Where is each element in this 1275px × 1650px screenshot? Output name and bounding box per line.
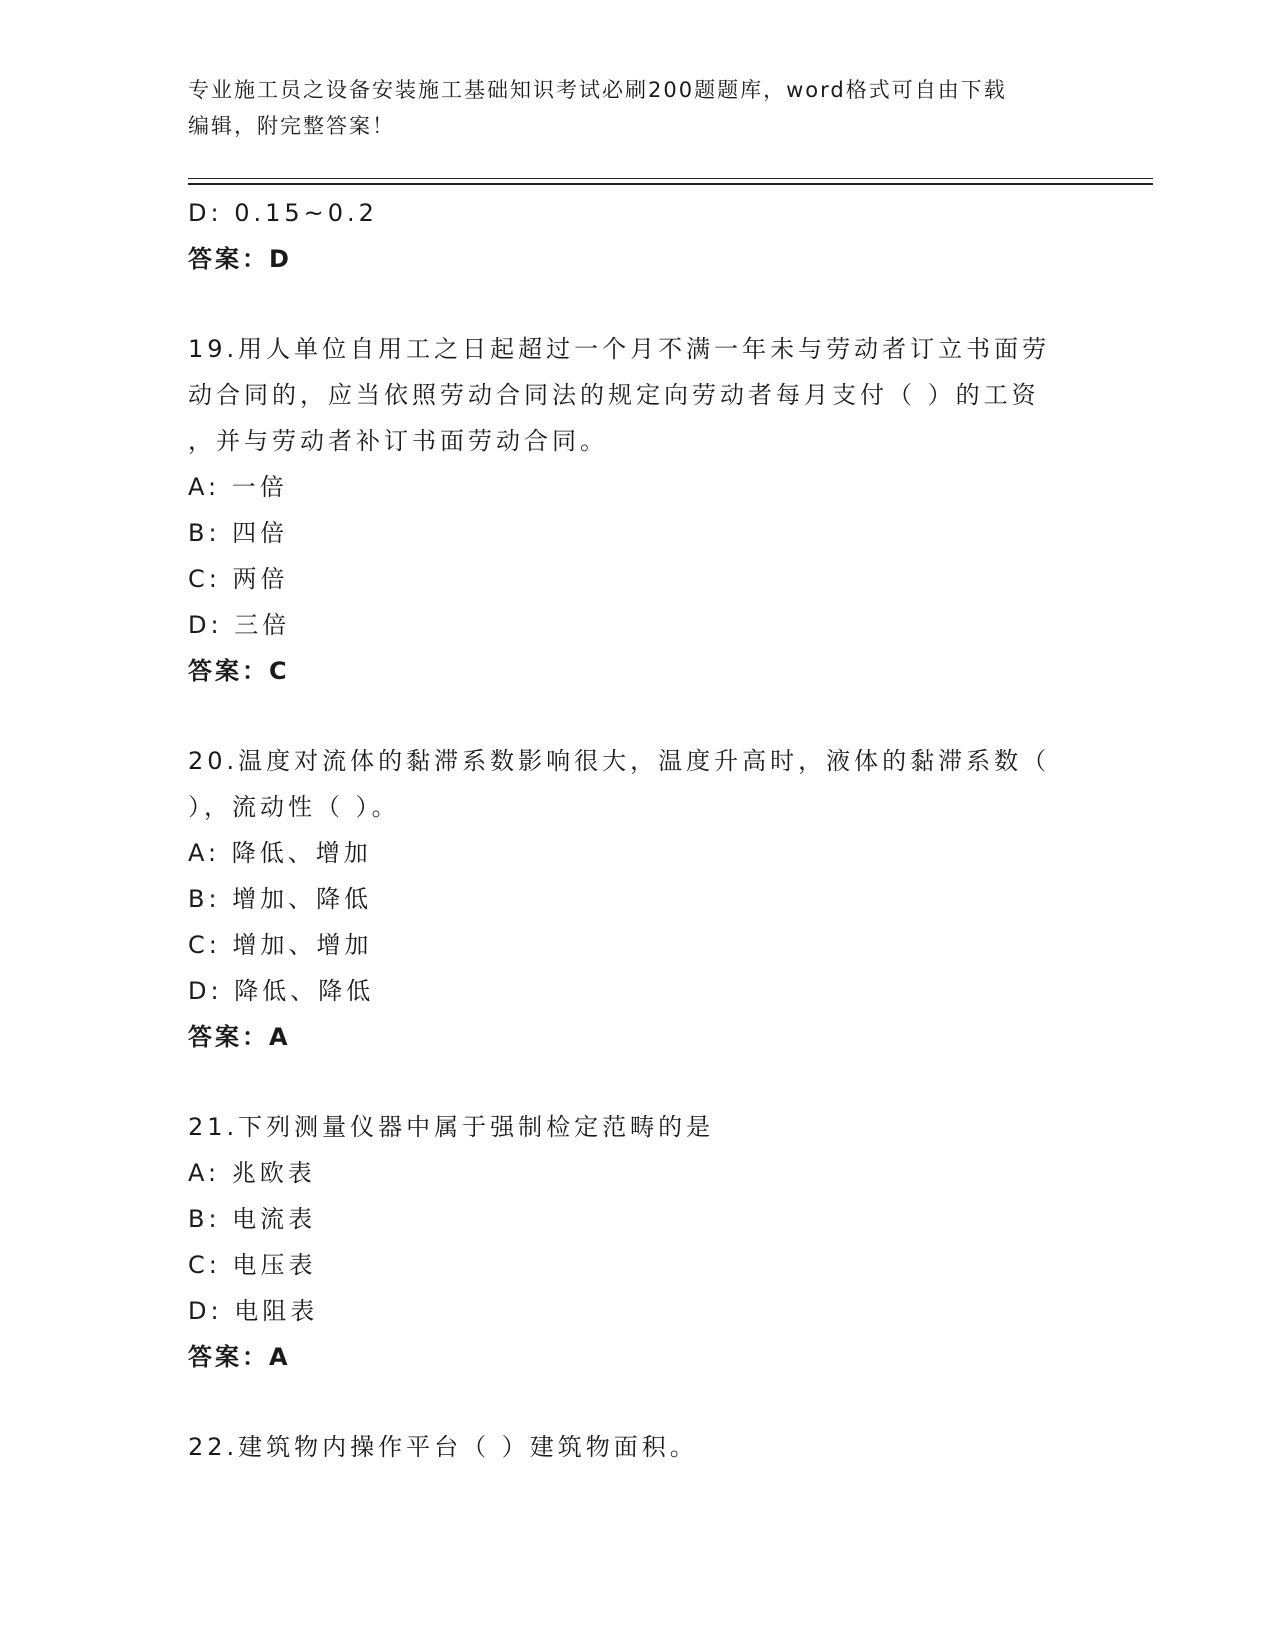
answer: 答案：A: [188, 1343, 291, 1371]
question-text-line: ），流动性（ ）。: [188, 793, 400, 821]
question-text-line: 动合同的，应当依照劳动合同法的规定向劳动者每月支付（ ）的工资: [188, 381, 1040, 409]
option-d: D: 电阻表: [188, 1297, 319, 1325]
header-line-2: 编辑，附完整答案！: [188, 114, 395, 138]
question-text: [188, 1424, 1088, 1470]
page-header: [188, 72, 1078, 144]
header-rule-thick: [188, 183, 1153, 185]
answer: 答案：C: [188, 657, 290, 685]
option-a: A: 一倍: [188, 473, 288, 501]
question-20: [188, 738, 1088, 1060]
question-list: [188, 190, 1088, 1470]
option-c: C: 两倍: [188, 565, 289, 593]
question-22: [188, 1424, 1088, 1470]
option-c: C: 增加、增加: [188, 931, 373, 959]
question-18-tail: [188, 190, 1088, 282]
question-19: [188, 326, 1088, 694]
question-text-line: 20.温度对流体的黏滞系数影响很大，温度升高时，液体的黏滞系数（: [188, 747, 1051, 775]
question-text-line: 19.用人单位自用工之日起超过一个月不满一年未与劳动者订立书面劳: [188, 335, 1051, 363]
option-a: A: 降低、增加: [188, 839, 372, 867]
option-c: C: 电压表: [188, 1251, 317, 1279]
question-21: [188, 1104, 1088, 1380]
question-text: [188, 326, 1088, 464]
option-b: B: 电流表: [188, 1205, 317, 1233]
header-rule-thin: [188, 178, 1153, 179]
question-text: [188, 738, 1088, 830]
answer: 答案：D: [188, 245, 292, 273]
question-text-line: ，并与劳动者补订书面劳动合同。: [188, 427, 608, 455]
option-a: A: 兆欧表: [188, 1159, 316, 1187]
answer: 答案：A: [188, 1023, 291, 1051]
header-line-1: 专业施工员之设备安装施工基础知识考试必刷200题题库，word格式可自由下载: [188, 78, 1007, 102]
question-text: [188, 1104, 1088, 1150]
option-b: B: 四倍: [188, 519, 289, 547]
option-d: D: 降低、降低: [188, 977, 375, 1005]
option-d: D: 三倍: [188, 611, 291, 639]
option-d: D: 0.15~0.2: [188, 199, 378, 227]
option-b: B: 增加、降低: [188, 885, 373, 913]
question-text-line: 22.建筑物内操作平台（ ）建筑物面积。: [188, 1433, 698, 1461]
question-text-line: 21.下列测量仪器中属于强制检定范畴的是: [188, 1113, 715, 1141]
